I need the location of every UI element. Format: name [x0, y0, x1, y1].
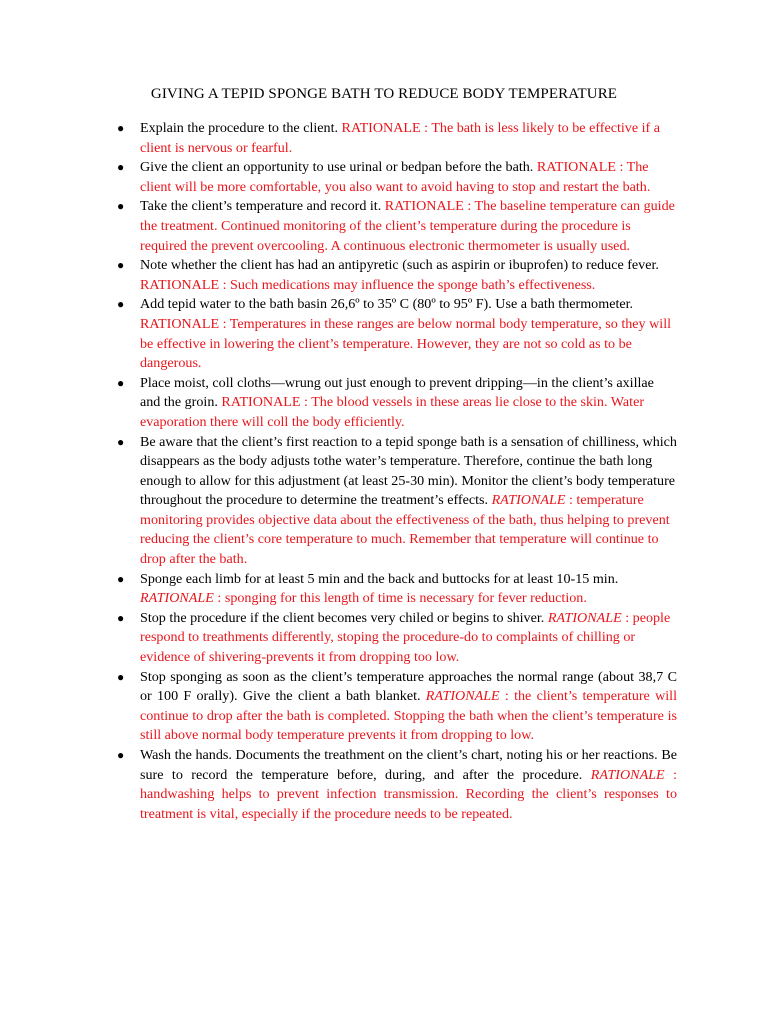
step-text: Place moist, coll cloths—wrung out just enough to prevent dripping—in the client’s axillae and the groin.	[140, 374, 654, 411]
step-text: Give the client an opportunity to use urinal or bedpan before the bath.	[140, 159, 537, 176]
bullet-icon: ●	[117, 434, 125, 449]
list-item	[117, 256, 677, 295]
list-item	[117, 746, 677, 824]
list-item	[117, 197, 677, 256]
rationale-text: : the client’s temperature will continue to drop after the bath is completed. Stopping the bath when the client’s temperature is still above normal body temperature prevents it from dropping to low.	[140, 688, 677, 744]
step-text: Add tepid water to the bath basin 26,6º to 35º C (80º to 95º F). Use a bath thermometer.	[140, 296, 634, 313]
page-title: GIVING A TEPID SPONGE BATH TO REDUCE BODY TEMPERATURE	[150, 86, 618, 102]
step-text: Stop sponging as soon as the client’s temperature approaches the normal range (about 38,7 C or 100 F orally). Give the client a bath blanket.	[140, 668, 677, 705]
step-text: Stop the procedure if the client becomes very chiled or begins to shiver.	[140, 609, 548, 626]
bullet-icon: ●	[117, 297, 125, 312]
rationale-label: RATIONALE	[140, 590, 214, 607]
step-text: Be aware that the client’s first reaction to a tepid sponge bath is a sensation of chilliness, which disappears as the body adjusts tothe water’s temperature. Therefore, continue the bath long enough to allow for this adjustment (at least 25-30 min). Monitor the client’s body temperature throughout the procedure to determine the treatment’s effects.	[140, 433, 677, 509]
step-text: Wash the hands. Documents the treathment on the client’s chart, noting his or her reactions. Be sure to record the temperature before, during, and after the procedure.	[140, 747, 677, 783]
list-item	[117, 295, 677, 373]
step-text: Note whether the client has had an antipyretic (such as aspirin or ibuprofen) to reduce fever.	[140, 257, 659, 274]
step-text: Take the client’s temperature and record it.	[140, 198, 385, 215]
bullet-icon: ●	[117, 160, 125, 175]
bullet-icon: ●	[117, 610, 125, 625]
list-item	[117, 433, 677, 570]
step-text: Explain the procedure to the client.	[140, 120, 342, 136]
rationale-text: : people respond to treathments differently, stoping the procedure-do to complaints of chilling or evidence of shivering-prevents it from dropping too low.	[140, 609, 671, 666]
rationale-text: RATIONALE : The client will be more comfortable, you also want to avoid having to stop and restart the bath.	[140, 159, 651, 195]
bullet-icon: ●	[117, 669, 125, 684]
bullet-icon: ●	[117, 375, 125, 390]
bullet-icon: ●	[117, 748, 125, 762]
bullet-icon: ●	[117, 199, 125, 214]
list-item	[117, 609, 677, 668]
rationale-label: RATIONALE	[590, 766, 665, 783]
rationale-text: RATIONALE : The bath is less likely to be effective if a client is nervous or fearful.	[140, 120, 661, 156]
rationale-text: : handwashing helps to prevent infection transmission. Recording the client’s responses to treatment is vital, especially if the procedure needs to be repeated.	[140, 766, 677, 822]
rationale-text: : sponging for this length of time is necessary for fever reduction.	[213, 590, 587, 607]
rationale-text: : temperature monitoring provides objective data about the effectiveness of the bath, thus helping to prevent reducing the client’s core temperature to much. Remember that temperature will continue to drop after the bath.	[140, 492, 670, 568]
bullet-icon: ●	[117, 571, 125, 586]
procedure-list	[117, 119, 677, 824]
rationale-text: RATIONALE : The baseline temperature can guide the treatment. Continued monitoring of the client’s temperature during the procedure is required the prevent overcooling. A continuous electronic thermometer is usually used.	[140, 198, 675, 254]
rationale-label: RATIONALE	[491, 492, 566, 509]
bullet-icon: ●	[117, 121, 125, 135]
rationale-text: RATIONALE : Temperatures in these ranges are below normal body temperature, so they will be effective in lowering the client’s temperature. However, they are not so cold as to be dangerous.	[140, 315, 672, 372]
list-item	[117, 158, 677, 197]
step-text: Sponge each limb for at least 5 min and the back and buttocks for at least 10-15 min.	[140, 570, 619, 587]
list-item	[117, 119, 677, 158]
rationale-label: RATIONALE	[547, 609, 622, 626]
rationale-text: RATIONALE : The blood vessels in these areas lie close to the skin. Water evaporation there will coll the body efficiently.	[140, 394, 645, 430]
rationale-text: RATIONALE : Such medications may influence the sponge bath’s effectiveness.	[140, 276, 596, 293]
list-item	[117, 668, 677, 746]
list-item	[117, 374, 677, 433]
list-item	[117, 570, 677, 609]
bullet-icon: ●	[117, 258, 125, 273]
rationale-label: RATIONALE	[425, 688, 500, 705]
